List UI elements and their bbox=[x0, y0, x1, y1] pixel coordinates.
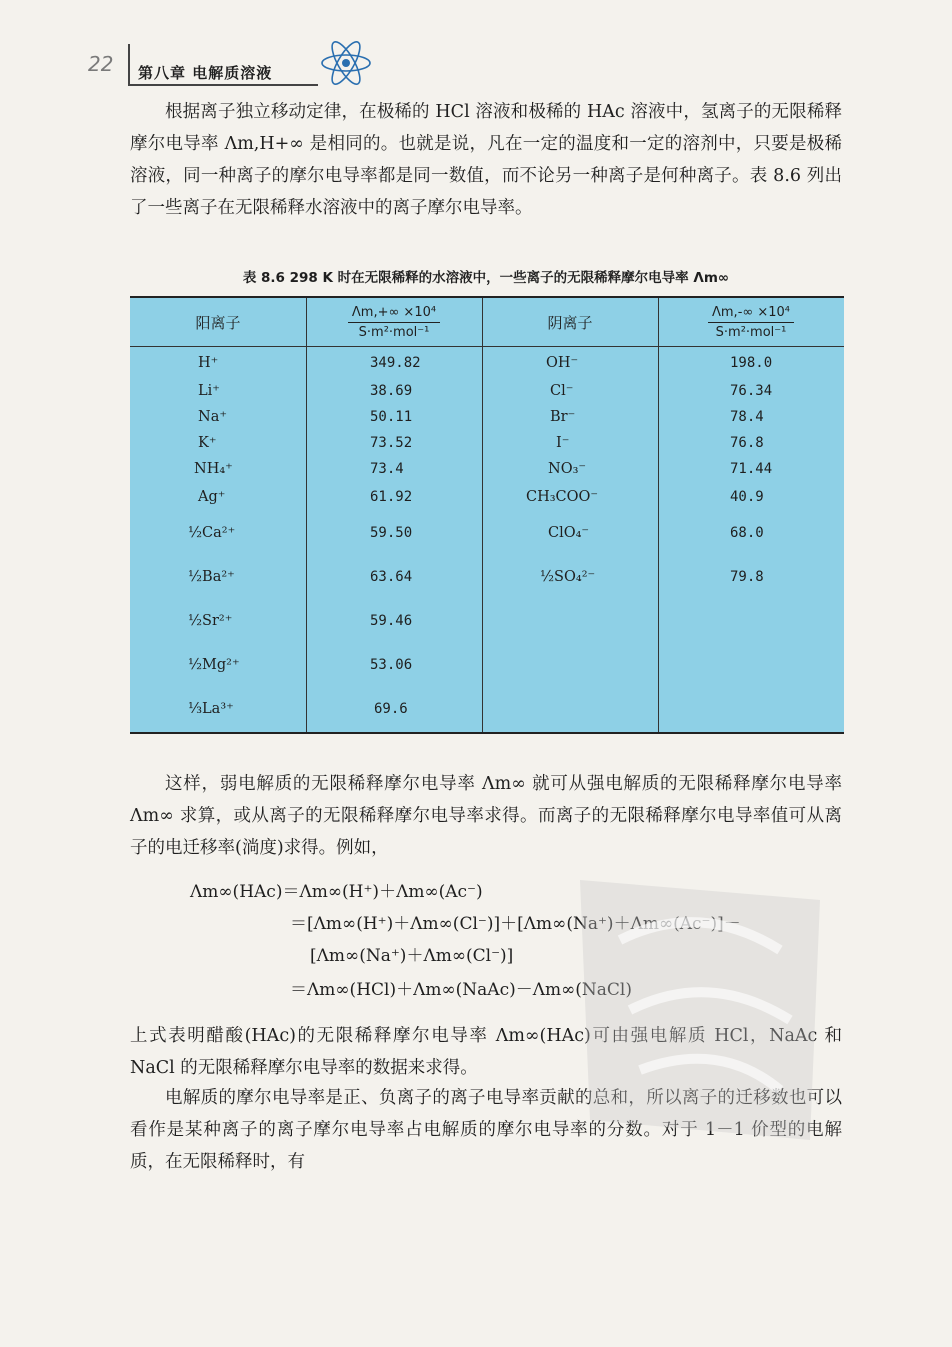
formula-line-3: [Λm∞(Na⁺)＋Λm∞(Cl⁻)] bbox=[310, 946, 514, 966]
anion-ion: NO₃⁻ bbox=[548, 461, 587, 477]
cation-value: 63.64 bbox=[370, 569, 413, 585]
anion-value: 76.34 bbox=[730, 383, 773, 399]
atom-icon bbox=[318, 40, 374, 86]
cation-value: 59.50 bbox=[370, 525, 413, 541]
cation-value: 59.46 bbox=[370, 613, 413, 629]
watermark-stamp bbox=[560, 860, 840, 1160]
header-cation-unit-top: Λm,+∞ ×10⁴ bbox=[348, 303, 440, 323]
cation-value: 73.52 bbox=[370, 435, 413, 451]
cation-value: 53.06 bbox=[370, 657, 413, 673]
cation-ion: K⁺ bbox=[198, 435, 217, 451]
anion-value: 76.8 bbox=[730, 435, 764, 451]
anion-ion: Cl⁻ bbox=[550, 383, 574, 399]
cation-value: 69.6 bbox=[374, 701, 408, 717]
paragraph-transference: 电解质的摩尔电导率是正、负离子的离子电导率贡献的总和，所以离子的迁移数也可以看作是某种离子的离子摩尔电导率占电解质的摩尔电导率的分数。对于 1－1 价型的电解质，在无限稀释时，有 bbox=[130, 1088, 842, 1172]
page-number: 22 bbox=[88, 52, 114, 76]
column-divider bbox=[306, 298, 307, 732]
paragraph-intro: 根据离子独立移动定律，在极稀的 HCl 溶液和极稀的 HAc 溶液中，氢离子的无限稀释摩尔电导率 Λm,H+∞ 是相同的。也就是说，凡在一定的温度和一定的溶剂中，只要是极稀溶液，同一种离子的摩尔电导率都是同一数值，而不论另一种离子是何种离子。表 8.6 列出了一些离子在无限稀释水溶液中的离子摩尔电导率。 bbox=[130, 102, 842, 218]
cation-value: 50.11 bbox=[370, 409, 413, 425]
anion-ion: OH⁻ bbox=[546, 355, 579, 371]
column-divider bbox=[482, 298, 483, 732]
anion-ion: Br⁻ bbox=[550, 409, 576, 425]
formula-line-2: ＝[Λm∞(H⁺)＋Λm∞(Cl⁻)]＋[Λm∞(Na⁺)＋Λm∞(Ac⁻)]－ bbox=[290, 914, 741, 934]
table-header-row bbox=[130, 298, 844, 347]
cation-ion: ⅓La³⁺ bbox=[188, 701, 234, 717]
chapter-title: 第八章 电解质溶液 bbox=[138, 64, 273, 82]
header-cation: 阳离子 bbox=[195, 313, 241, 332]
anion-ion: I⁻ bbox=[556, 435, 570, 451]
header-anion: 阴离子 bbox=[547, 313, 593, 332]
anion-value: 71.44 bbox=[730, 461, 773, 477]
header-rule-vertical bbox=[128, 44, 130, 86]
cation-value: 73.4 bbox=[370, 461, 404, 477]
paragraph-weak-electrolyte: 这样，弱电解质的无限稀释摩尔电导率 Λm∞ 就可从强电解质的无限稀释摩尔电导率 Λm∞ 求算，或从离子的无限稀释摩尔电导率求得。而离子的无限稀释摩尔电导率值可从离子的电迁移率(淌度)求得。例如， bbox=[130, 774, 842, 858]
cation-ion: ½Sr²⁺ bbox=[188, 613, 233, 629]
cation-ion: Ag⁺ bbox=[198, 489, 226, 505]
paragraph-hac-explanation: 上式表明醋酸(HAc)的无限稀释摩尔电导率 Λm∞(HAc)可由强电解质 HCl，NaAc 和 NaCl 的无限稀释摩尔电导率的数据来求得。 bbox=[130, 1026, 842, 1078]
formula-line-4: ＝Λm∞(HCl)＋Λm∞(NaAc)－Λm∞(NaCl) bbox=[290, 980, 633, 1000]
anion-ion: ½SO₄²⁻ bbox=[540, 569, 596, 585]
cation-value: 349.82 bbox=[370, 355, 421, 371]
anion-value: 198.0 bbox=[730, 355, 773, 371]
anion-value: 78.4 bbox=[730, 409, 764, 425]
header-rule-horizontal bbox=[128, 84, 318, 86]
cation-ion: ½Ca²⁺ bbox=[188, 525, 236, 541]
page-header bbox=[80, 40, 880, 90]
cation-ion: H⁺ bbox=[198, 355, 219, 371]
cation-ion: Na⁺ bbox=[198, 409, 227, 425]
anion-value: 68.0 bbox=[730, 525, 764, 541]
anion-ion: ClO₄⁻ bbox=[548, 525, 590, 541]
cation-ion: NH₄⁺ bbox=[194, 461, 233, 477]
column-divider bbox=[658, 298, 659, 732]
anion-value: 40.9 bbox=[730, 489, 764, 505]
cation-ion: ½Ba²⁺ bbox=[188, 569, 235, 585]
anion-value: 79.8 bbox=[730, 569, 764, 585]
cation-value: 61.92 bbox=[370, 489, 413, 505]
cation-ion: Li⁺ bbox=[198, 383, 220, 399]
header-anion-unit-top: Λm,-∞ ×10⁴ bbox=[708, 303, 794, 323]
formula-line-1: Λm∞(HAc)＝Λm∞(H⁺)＋Λm∞(Ac⁻) bbox=[190, 882, 483, 902]
header-cation-unit-bottom: S·m²·mol⁻¹ bbox=[358, 324, 430, 340]
anion-ion: CH₃COO⁻ bbox=[526, 489, 599, 505]
header-anion-unit bbox=[658, 298, 844, 346]
cation-value: 38.69 bbox=[370, 383, 413, 399]
header-anion-unit-bottom: S·m²·mol⁻¹ bbox=[715, 324, 787, 340]
table-caption: 表 8.6 298 K 时在无限稀释的水溶液中，一些离子的无限稀释摩尔电导率 Λm∞ bbox=[242, 270, 730, 286]
header-cation-unit bbox=[306, 298, 482, 346]
cation-ion: ½Mg²⁺ bbox=[188, 657, 240, 673]
ion-conductivity-table bbox=[130, 296, 844, 734]
